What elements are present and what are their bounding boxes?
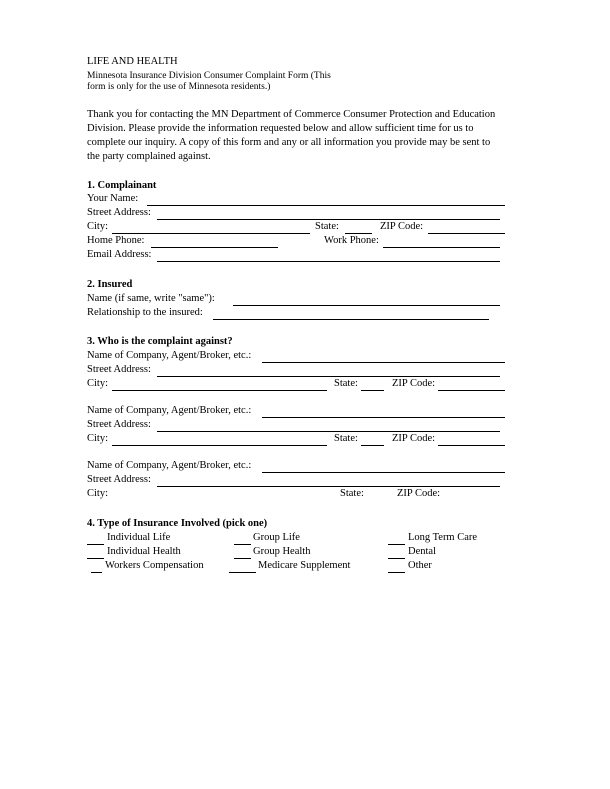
street-address-label: Street Address: [87, 207, 151, 218]
company-3-street-line [157, 486, 500, 487]
group-life-option[interactable]: Group Life [253, 532, 300, 543]
form-subtitle: form is only for the use of Minnesota residents.) [87, 82, 271, 92]
work-phone-label: Work Phone: [324, 235, 379, 246]
section-complainant-heading: 1. Complainant [87, 180, 157, 191]
home-phone-field[interactable] [152, 236, 277, 247]
work-phone-field[interactable] [384, 236, 499, 247]
company-2-line [262, 417, 505, 418]
long-term-care-checkline[interactable] [388, 544, 405, 545]
company-2-city-line [112, 445, 327, 446]
company-1-zip-line [438, 390, 505, 391]
company-1-city-label: City: [87, 378, 109, 389]
zip-code-line [428, 233, 505, 234]
company-3-street-label: Street Address: [87, 474, 151, 485]
section-insurance-type-heading: 4. Type of Insurance Involved (pick one) [87, 518, 268, 529]
city-line [112, 233, 310, 234]
individual-life-checkline[interactable] [87, 544, 104, 545]
company-3-line [262, 472, 505, 473]
company-1-line [262, 362, 505, 363]
company-2-street-line [157, 431, 500, 432]
company-1-label: Name of Company, Agent/Broker, etc.: [87, 350, 252, 361]
state-label: State: [315, 221, 339, 232]
zip-code-field[interactable] [429, 222, 504, 233]
medicare-supplement-option[interactable]: Medicare Supplement [258, 560, 351, 571]
company-2-zip-line [438, 445, 505, 446]
form-title: Minnesota Insurance Division Consumer Complaint Form (This [87, 71, 331, 81]
other-option[interactable]: Other [408, 560, 432, 571]
company-3-field[interactable] [263, 461, 504, 472]
company-2-city-field[interactable] [113, 434, 326, 445]
form-category: LIFE AND HEALTH [87, 56, 178, 67]
street-address-field[interactable] [158, 208, 499, 219]
company-3-zip-field[interactable] [443, 489, 503, 500]
relationship-label: Relationship to the insured: [87, 307, 203, 318]
company-2-state-label: State: [334, 433, 358, 444]
long-term-care-option[interactable]: Long Term Care [408, 532, 478, 543]
company-2-label: Name of Company, Agent/Broker, etc.: [87, 405, 252, 416]
state-field[interactable] [345, 222, 372, 233]
individual-health-option[interactable]: Individual Health [107, 546, 181, 557]
company-2-state-field[interactable] [361, 434, 384, 445]
company-2-city-label: City: [87, 433, 109, 444]
intro-line-4: the party complained against. [87, 151, 211, 162]
company-2-field[interactable] [263, 406, 504, 417]
insured-name-line [233, 305, 500, 306]
medicare-supplement-checkline[interactable] [229, 572, 256, 573]
insured-name-label: Name (if same, write "same"): [87, 293, 215, 304]
section-insured-heading: 2. Insured [87, 279, 133, 290]
workers-compensation-checkline[interactable] [91, 572, 102, 573]
relationship-field[interactable] [214, 308, 488, 319]
company-3-zip-label: ZIP Code: [397, 488, 441, 499]
individual-life-option[interactable]: Individual Life [107, 532, 171, 543]
state-line [345, 233, 372, 234]
email-address-label: Email Address: [87, 249, 152, 260]
home-phone-label: Home Phone: [87, 235, 145, 246]
group-health-checkline[interactable] [234, 558, 251, 559]
section-complaint-against-heading: 3. Who is the complaint against? [87, 336, 233, 347]
intro-line-1: Thank you for contacting the MN Department of Commerce Consumer Protection and Education [87, 109, 496, 120]
company-3-city-field[interactable] [113, 489, 326, 500]
company-1-city-field[interactable] [113, 379, 326, 390]
company-1-field[interactable] [263, 351, 504, 362]
company-3-label: Name of Company, Agent/Broker, etc.: [87, 460, 252, 471]
company-1-zip-field[interactable] [439, 379, 504, 390]
your-name-field[interactable] [148, 194, 504, 205]
email-address-field[interactable] [158, 250, 499, 261]
company-1-street-label: Street Address: [87, 364, 151, 375]
company-1-zip-label: ZIP Code: [392, 378, 436, 389]
dental-checkline[interactable] [388, 558, 405, 559]
work-phone-line [383, 247, 500, 248]
company-1-street-field[interactable] [158, 365, 499, 376]
street-address-line [157, 219, 500, 220]
company-2-street-label: Street Address: [87, 419, 151, 430]
individual-health-checkline[interactable] [87, 558, 104, 559]
workers-compensation-option[interactable]: Workers Compensation [105, 560, 204, 571]
email-address-line [157, 261, 500, 262]
company-3-city-label: City: [87, 488, 109, 499]
city-label: City: [87, 221, 109, 232]
insured-name-field[interactable] [234, 294, 499, 305]
company-2-zip-label: ZIP Code: [392, 433, 436, 444]
dental-option[interactable]: Dental [408, 546, 436, 557]
your-name-label: Your Name: [87, 193, 139, 204]
company-3-state-label: State: [340, 488, 364, 499]
your-name-line [147, 205, 505, 206]
home-phone-line [151, 247, 278, 248]
city-field[interactable] [113, 222, 309, 233]
company-1-state-field[interactable] [361, 379, 384, 390]
other-checkline[interactable] [388, 572, 405, 573]
zip-code-label: ZIP Code: [380, 221, 424, 232]
company-1-state-line [361, 390, 384, 391]
company-2-zip-field[interactable] [439, 434, 504, 445]
intro-line-2: Division. Please provide the information requested below and allow sufficient time for us to [87, 123, 474, 134]
company-3-state-field[interactable] [368, 489, 393, 500]
group-life-checkline[interactable] [234, 544, 251, 545]
company-2-street-field[interactable] [158, 420, 499, 431]
intro-line-3: complete our inquiry. A copy of this form and any or all information you provide may be sent to [87, 137, 491, 148]
relationship-line [213, 319, 489, 320]
company-2-state-line [361, 445, 384, 446]
company-1-street-line [157, 376, 500, 377]
company-1-city-line [112, 390, 327, 391]
company-1-state-label: State: [334, 378, 358, 389]
company-3-street-field[interactable] [158, 475, 499, 486]
group-health-option[interactable]: Group Health [253, 546, 311, 557]
